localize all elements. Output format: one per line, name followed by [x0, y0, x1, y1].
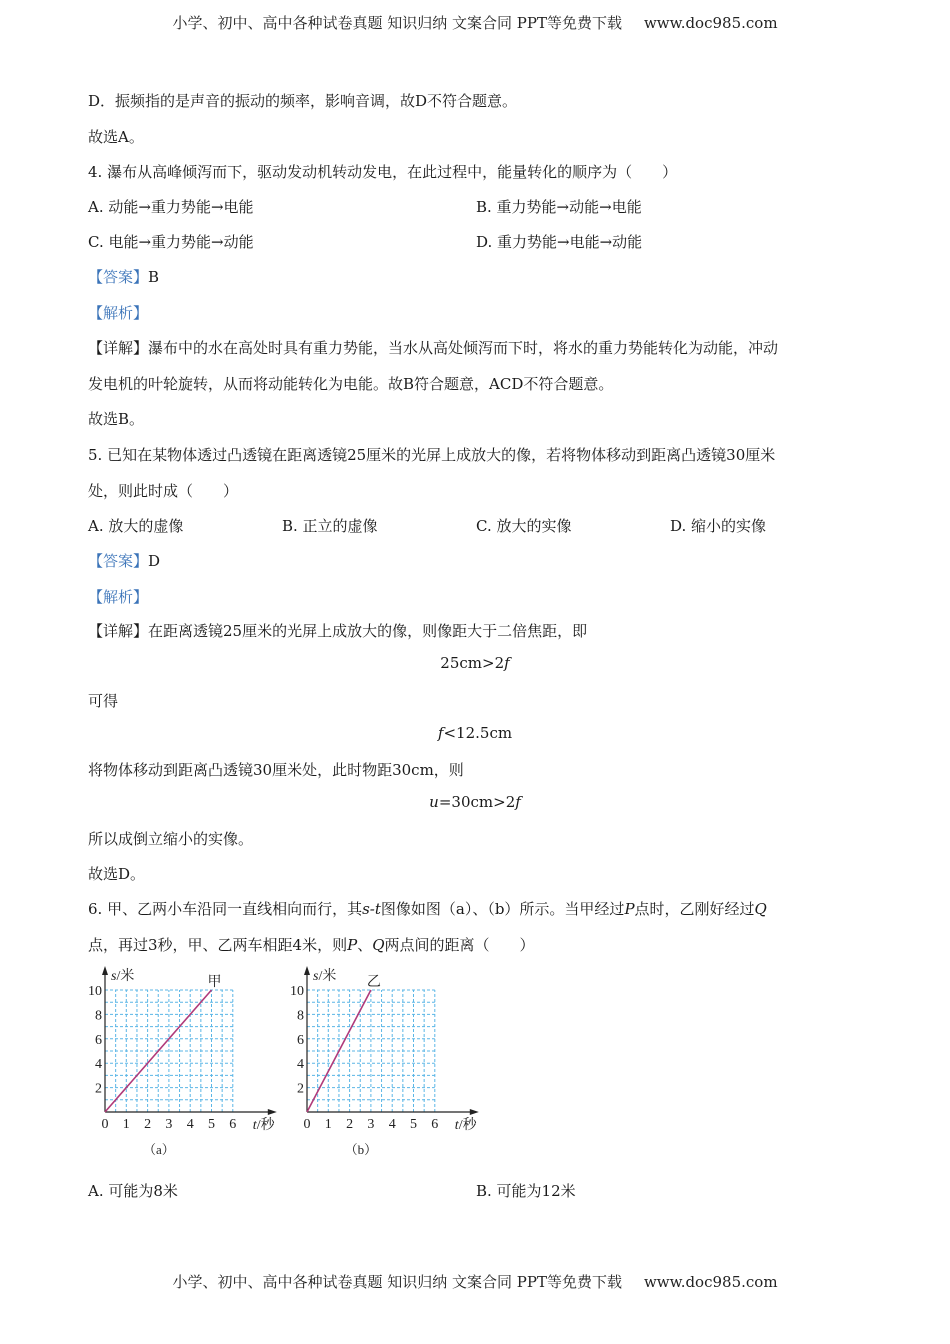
stem-var: P — [624, 900, 635, 918]
q5-conclusion: 故选D。 — [88, 865, 146, 883]
q5-stem-line-1: 5. 已知在某物体透过凸透镜在距离透镜25厘米的光屏上成放大的像，若将物体移动到距离凸透镜30厘米 — [88, 446, 776, 464]
q5-equation-2 — [0, 724, 950, 742]
q6-option-a: A. 可能为8米 — [88, 1182, 178, 1200]
q5-equation-1 — [0, 654, 950, 672]
equation-text: =30cm>2 — [438, 793, 516, 811]
x-tick-label: 4 — [388, 1117, 396, 1132]
page-header — [0, 12, 950, 33]
q4-option-a: A. 动能→重力势能→电能 — [88, 198, 254, 216]
y-tick-label: 8 — [95, 1008, 102, 1024]
stem-text: 6. 甲、乙两小车沿同一直线相向而行，其 — [88, 900, 363, 918]
x-tick-label: 5 — [410, 1117, 417, 1132]
x-tick-label: 1 — [324, 1117, 332, 1132]
x-tick-label: 6 — [229, 1117, 237, 1132]
q5-detail-line-1 — [88, 620, 587, 641]
page-footer — [0, 1271, 950, 1292]
equation-var: f — [515, 793, 521, 811]
q5-option-c: C. 放大的实像 — [476, 517, 572, 535]
equation-text: <12.5cm — [443, 724, 513, 742]
series-label: 乙 — [366, 975, 381, 990]
q5-text-4: 所以成倒立缩小的实像。 — [88, 830, 254, 848]
y-tick-label: 10 — [88, 984, 102, 999]
q4-answer — [88, 266, 159, 287]
chart-caption: （b） — [344, 1142, 378, 1157]
stem-var: Q — [754, 900, 767, 918]
y-tick-label: 4 — [95, 1057, 102, 1073]
q4-option-c: C. 电能→重力势能→动能 — [88, 233, 254, 251]
equation-text: 25cm>2 — [440, 654, 505, 672]
x-axis-arrow — [470, 1109, 479, 1115]
q4-analysis-label: 【解析】 — [88, 304, 149, 322]
y-tick-label: 6 — [95, 1032, 102, 1048]
detail-text: 在距离透镜25厘米的光屏上成放大的像，则像距大于二倍焦距，即 — [148, 622, 588, 640]
series-label: 甲 — [207, 975, 222, 990]
x-tick-label: 2 — [346, 1117, 354, 1132]
equation-var: u — [429, 793, 439, 811]
q4-option-b: B. 重力势能→动能→电能 — [476, 198, 642, 216]
y-tick-label: 8 — [297, 1008, 304, 1024]
stem-text: 两点间的距离（ ） — [384, 936, 535, 954]
x-tick-label: 2 — [144, 1117, 152, 1132]
equation-var: f — [504, 654, 510, 672]
answer-label: 【答案】 — [88, 268, 149, 286]
y-tick-label: 2 — [95, 1081, 102, 1097]
y-axis-label: s/米 — [111, 969, 135, 984]
q5-option-b: B. 正立的虚像 — [282, 517, 378, 535]
header-text: 小学、初中、高中各种试卷真题 知识归纳 文案合同 PPT等免费下载 — [172, 14, 622, 32]
stem-text: 、 — [357, 936, 373, 954]
q5-equation-3 — [0, 793, 950, 811]
answer-label: 【答案】 — [88, 552, 149, 570]
x-tick-label: 4 — [186, 1117, 194, 1132]
answer-value: B — [148, 268, 160, 286]
x-axis-label: t/秒 — [454, 1118, 477, 1133]
q6-stem-line-1 — [88, 898, 767, 919]
chart-b — [282, 962, 492, 1162]
y-axis-arrow — [304, 966, 310, 975]
stem-var: P — [347, 936, 358, 954]
q4-conclusion: 故选B。 — [88, 410, 145, 428]
stem-text: 点时，乙刚好经过 — [634, 900, 755, 918]
equation-var: f — [437, 724, 444, 742]
footer-text: 小学、初中、高中各种试卷真题 知识归纳 文案合同 PPT等免费下载 — [172, 1273, 622, 1291]
q5-option-d: D. 缩小的实像 — [670, 517, 767, 535]
y-tick-label: 10 — [290, 984, 304, 999]
stem-var: Q — [372, 936, 385, 954]
q4-option-d: D. 重力势能→电能→动能 — [476, 233, 643, 251]
x-tick-label: 5 — [208, 1117, 215, 1132]
x-tick-label: 6 — [431, 1117, 439, 1132]
footer-site[interactable]: www.doc985.com — [643, 1273, 778, 1291]
x-tick-label: 3 — [367, 1117, 375, 1132]
x-tick-label: 3 — [165, 1117, 173, 1132]
q5-text-2: 可得 — [88, 692, 119, 710]
x-tick-label: 0 — [101, 1117, 109, 1132]
y-tick-label: 2 — [297, 1081, 304, 1097]
stem-var: s-t — [362, 900, 381, 918]
y-tick-label: 6 — [297, 1032, 304, 1048]
x-axis-arrow — [268, 1109, 277, 1115]
q4-detail-line-2: 发电机的叶轮旋转，从而将动能转化为电能。故B符合题意，ACD不符合题意。 — [88, 375, 614, 393]
q5-option-a: A. 放大的虚像 — [88, 517, 184, 535]
x-axis-label: t/秒 — [252, 1118, 275, 1133]
chart-caption: （a） — [143, 1142, 175, 1157]
y-axis-arrow — [102, 966, 108, 975]
detail-text: 瀑布中的水在高处时具有重力势能，当水从高处倾泻而下时，将水的重力势能转化为动能，冲动 — [148, 339, 779, 357]
y-axis-label: s/米 — [313, 969, 337, 984]
q3-conclusion: 故选A。 — [88, 128, 144, 146]
q5-text-3: 将物体移动到距离凸透镜30厘米处，此时物距30cm，则 — [88, 761, 464, 779]
x-tick-label: 1 — [122, 1117, 130, 1132]
y-tick-label: 4 — [297, 1057, 304, 1073]
q6-stem-line-2 — [88, 934, 535, 955]
q5-stem-line-2: 处，则此时成（ ） — [88, 482, 239, 500]
q5-analysis-label: 【解析】 — [88, 588, 149, 606]
stem-text: 图像如图（a）、（b）所示。当甲经过 — [380, 900, 625, 918]
q6-option-b: B. 可能为12米 — [476, 1182, 576, 1200]
answer-value: D — [148, 552, 161, 570]
header-site[interactable]: www.doc985.com — [643, 14, 778, 32]
q4-detail-line-1 — [88, 337, 778, 358]
stem-text: 点，再过3秒，甲、乙两车相距4米，则 — [88, 936, 348, 954]
detail-label: 【详解】 — [88, 339, 149, 357]
series-line — [307, 990, 371, 1112]
q5-answer — [88, 550, 160, 571]
chart-a — [80, 962, 290, 1162]
q4-stem: 4. 瀑布从高峰倾泻而下，驱动发动机转动发电，在此过程中，能量转化的顺序为（ ） — [88, 163, 678, 181]
x-tick-label: 0 — [303, 1117, 311, 1132]
detail-label: 【详解】 — [88, 622, 149, 640]
q3-option-d-explanation: D．振频指的是声音的振动的频率，影响音调，故D不符合题意。 — [88, 92, 518, 110]
